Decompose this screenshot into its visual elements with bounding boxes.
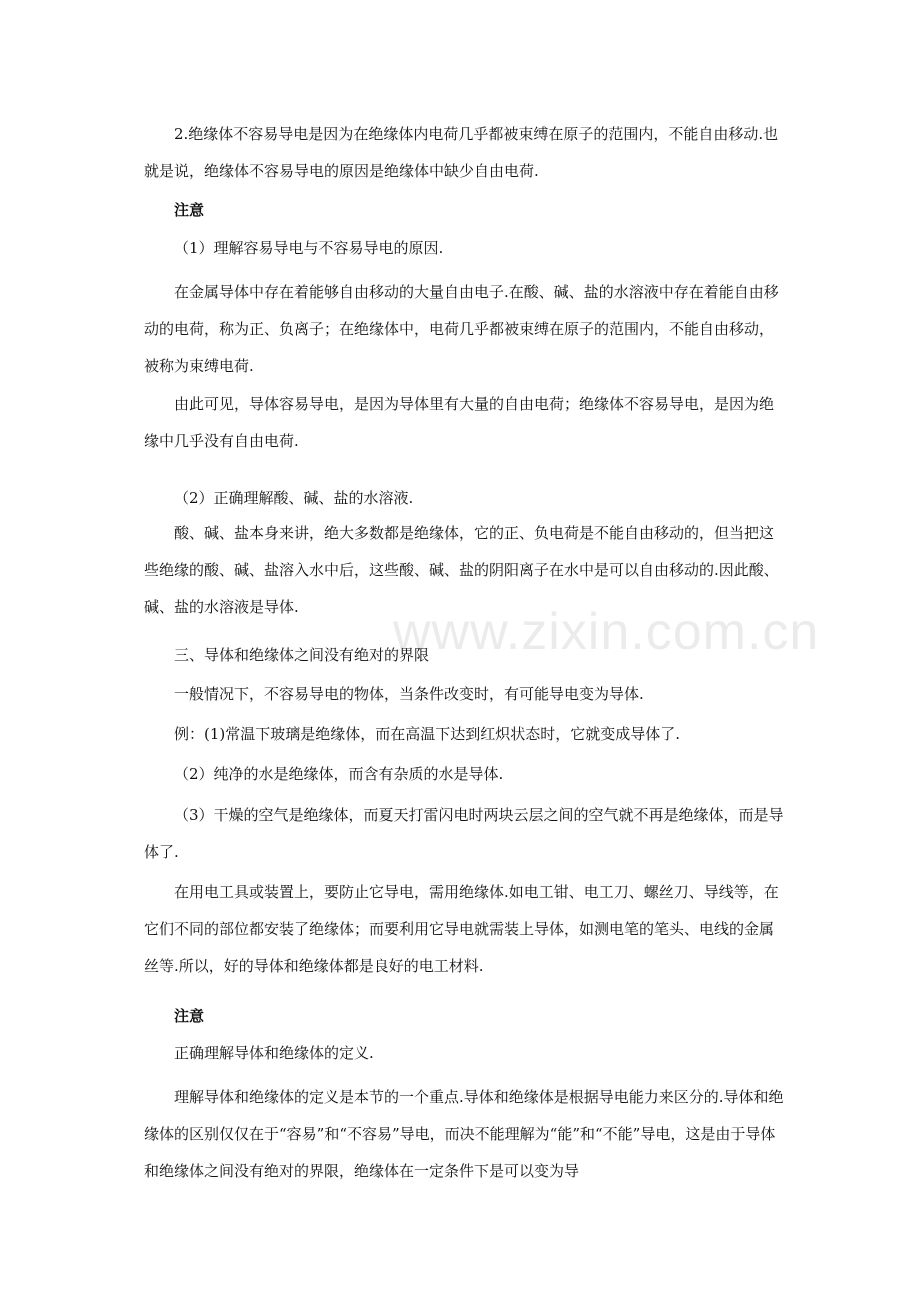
section-heading-3: 三、导体和绝缘体之间没有绝对的界限 xyxy=(174,646,430,664)
paragraph-key-point: 理解导体和绝缘体的定义是本节的一个重点.导体和绝缘体是根据导电能力来区分的.导体和绝缘体的区别仅仅在于“容易”和“不容易”导电，而决不能理解为“能”和“不能”导电，这是由于导体和绝缘体之间没有绝对的界限，绝缘体在一定条件下是可以变为导 xyxy=(144,1088,784,1180)
paragraph-conclusion: 由此可见，导体容易导电，是因为导体里有大量的自由电荷；绝缘体不容易导电，是因为绝缘中几乎没有自由电荷. xyxy=(144,395,775,450)
paragraph-metal-conductor: 在金属导体中存在着能够自由移动的大量自由电子.在酸、碱、盐的水溶液中存在着能自由移动的电荷，称为正、负离子；在绝缘体中，电荷几乎都被束缚在原子的范围内，不能自由移动，被称为束缚电荷. xyxy=(144,283,779,375)
paragraph-electrical-tools: 在用电工具或装置上，要防止它导电，需用绝缘体.如电工钳、电工刀、螺丝刀、导线等，在它们不同的部位都安装了绝缘体；而要利用它导电就需装上导体，如测电笔的笔头、电线的金属丝等.所以，好的导体和绝缘体都是良好的电工材料. xyxy=(144,883,779,975)
paragraph-acid-base-salt: 酸、碱、盐本身来讲，绝大多数都是绝缘体，它的正、负电荷是不能自由移动的，但当把这些绝缘的酸、碱、盐溶入水中后，这些酸、碱、盐的阴阳离子在水中是可以自由移动的.因此酸、碱、盐的水溶液是导体. xyxy=(144,524,779,616)
example-2: （2）纯净的水是绝缘体，而含有杂质的水是导体. xyxy=(174,765,504,783)
example-3: （3）干燥的空气是绝缘体，而夏天打雷闪电时两块云层之间的空气就不再是绝缘体，而是导体了. xyxy=(144,806,784,861)
paragraph-definition: 正确理解导体和绝缘体的定义. xyxy=(174,1044,374,1062)
note-heading-2: 注意 xyxy=(174,1007,205,1025)
watermark: www.zixin.com.cn xyxy=(393,603,820,661)
example-1: 例：(1)常温下玻璃是绝缘体，而在高温下达到红炽状态时，它就变成导体了. xyxy=(174,725,681,743)
paragraph-general-case: 一般情况下，不容易导电的物体，当条件改变时，有可能导电变为导体. xyxy=(174,685,644,703)
paragraph-point-1: （1）理解容易导电与不容易导电的原因. xyxy=(174,239,444,257)
note-heading-1: 注意 xyxy=(174,201,205,219)
paragraph-insulator-reason: 2.绝缘体不容易导电是因为在绝缘体内电荷几乎都被束缚在原子的范围内，不能自由移动.也就是说，绝缘体不容易导电的原因是绝缘体中缺少自由电荷. xyxy=(144,125,779,180)
paragraph-point-2: （2）正确理解酸、碱、盐的水溶液. xyxy=(174,489,414,507)
